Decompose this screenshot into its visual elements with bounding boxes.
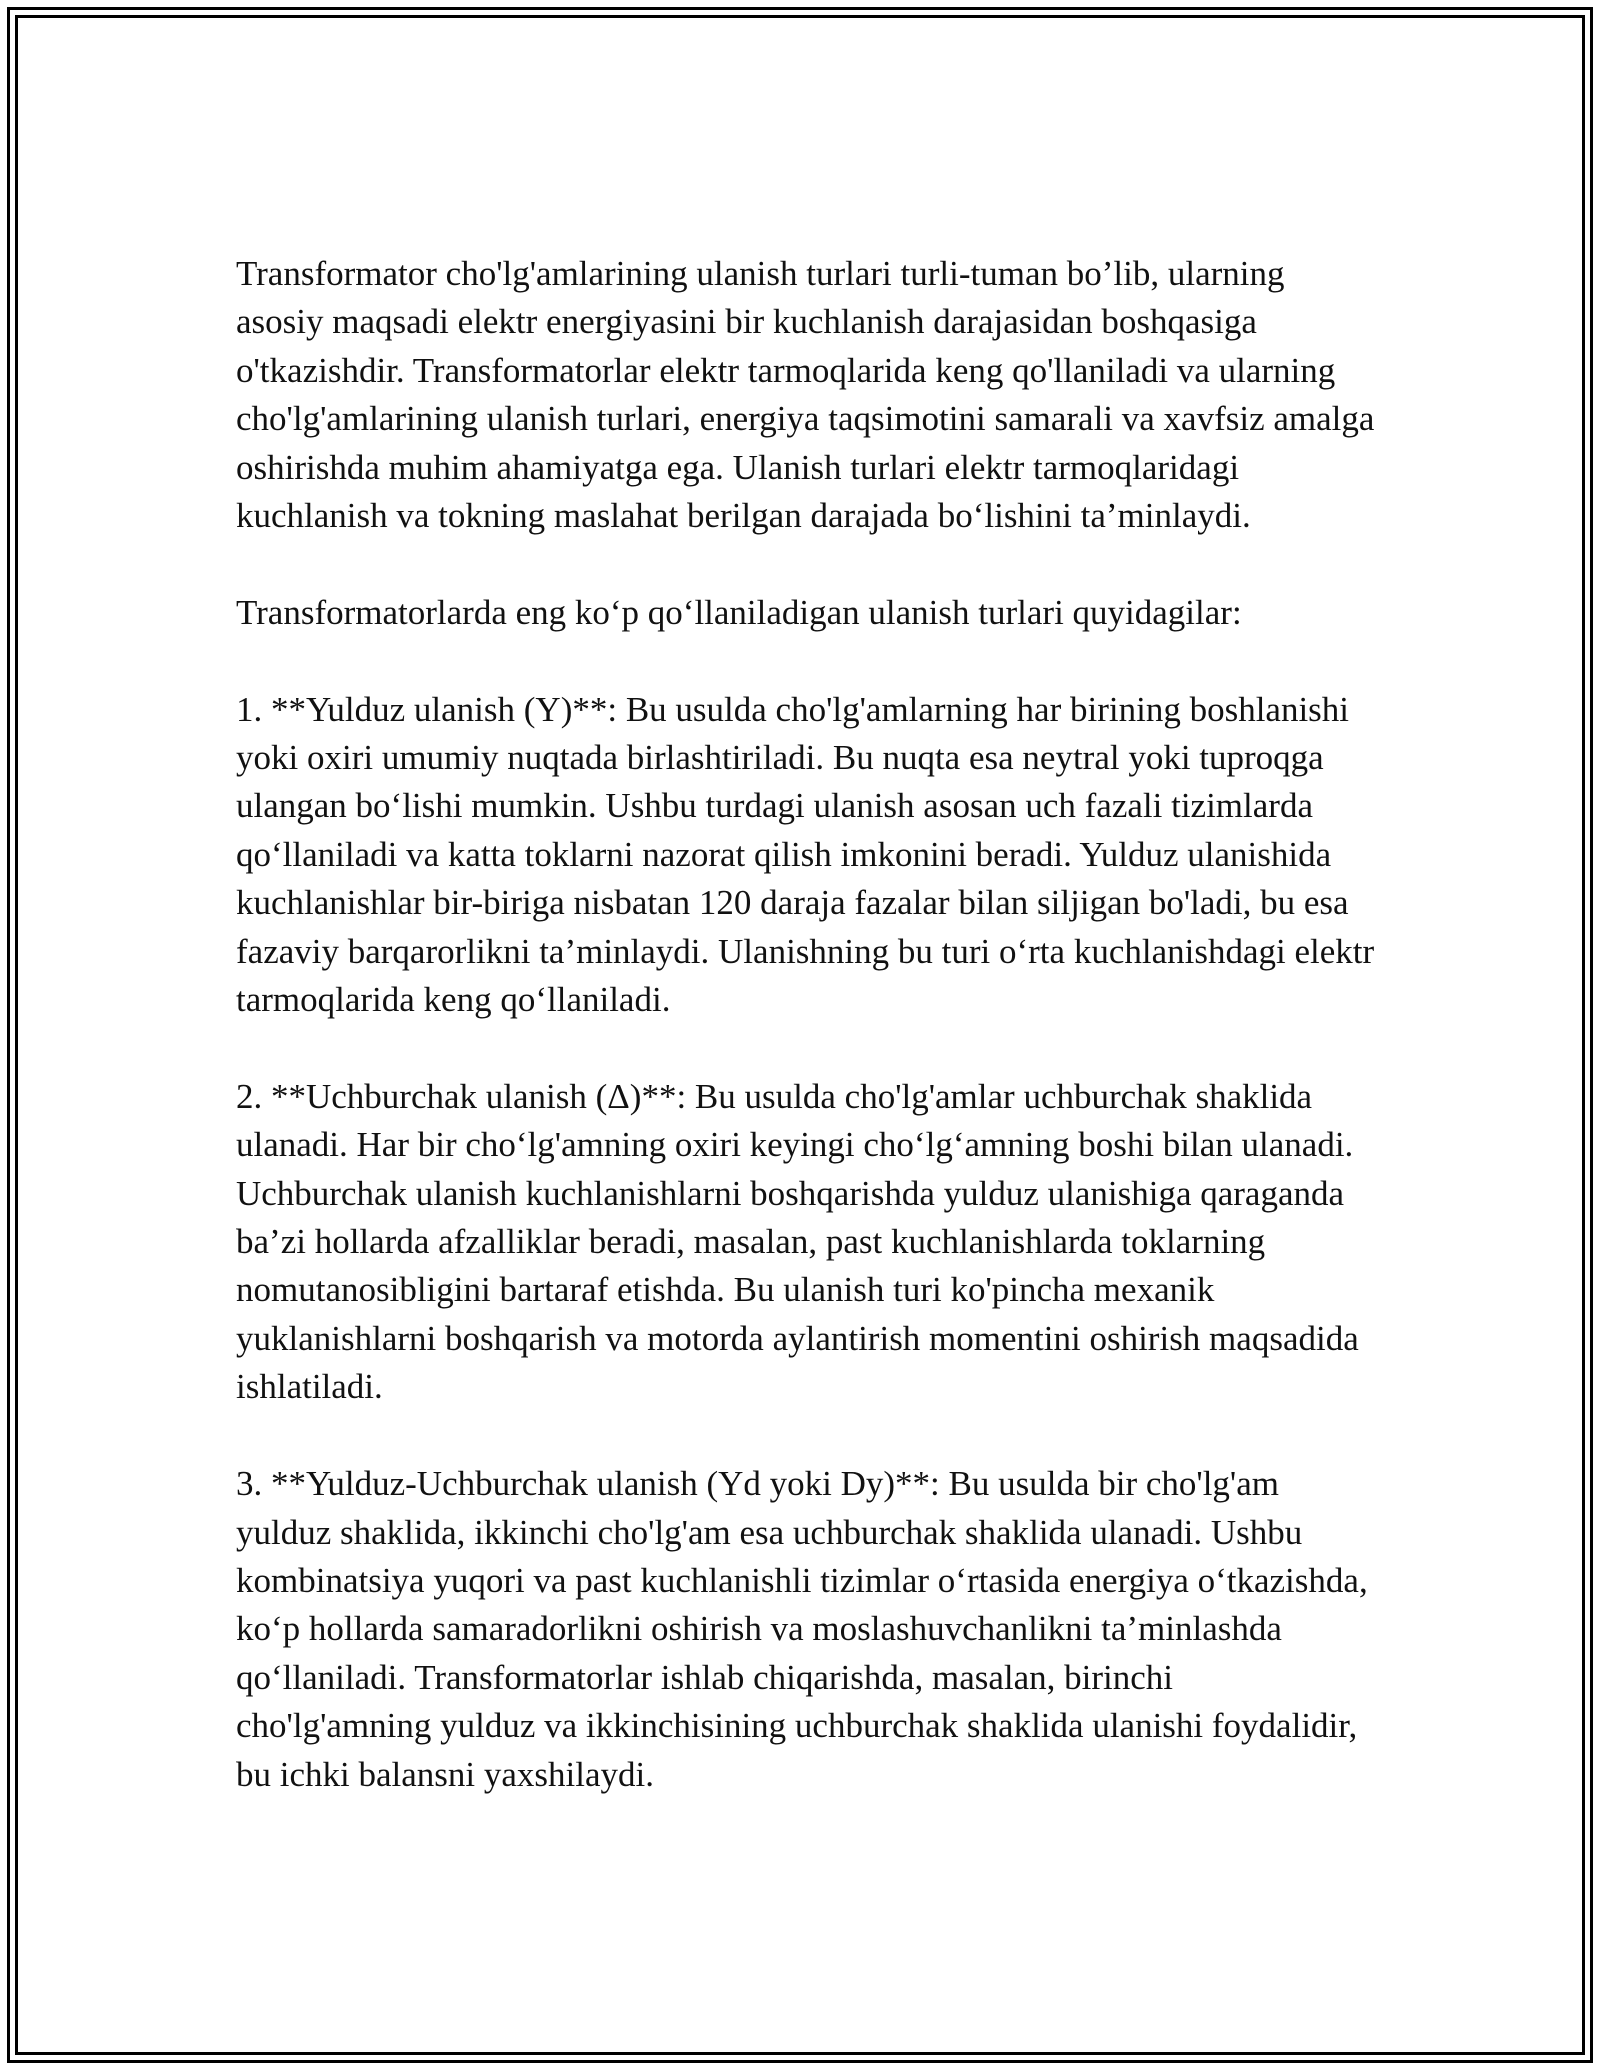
list-intro-paragraph: Transformatorlarda eng ko‘p qo‘llaniladigan ulanish turlari quyidagilar: [236, 592, 1242, 632]
star-delta-connection-paragraph: 3. **Yulduz-Uchburchak ulanish (Yd yoki Dy)**: Bu usulda bir cho'lg'am yulduz shaklida, ikkinchi cho'lg'am esa uchburchak shaklida ulanadi. Ushbu kombinatsiya yuqori va past kuchlanishli tizimlar o‘rtasida energiya o‘tkazishda, ko‘p hollarda samaradorlikni oshirish va moslashuvchanlikni ta’minlashda qo‘llaniladi. Transformatorlar ishlab chiqarishda, masalan, birinchi cho'lg'amning yulduz va ikkinchisining uchburchak shaklida ulanishi foydalidir, bu ichki balansni yaxshilaydi. [236, 1464, 1368, 1794]
star-connection-paragraph: 1. **Yulduz ulanish (Y)**: Bu usulda cho'lg'amlarning har birining boshlanishi yoki oxiri umumiy nuqtada birlashtiriladi. Bu nuqta esa neytral yoki tuproqga ulangan bo‘lishi mumkin. Ushbu turdagi ulanish asosan uch fazali tizimlarda qo‘llaniladi va katta toklarni nazorat qilish imkonini beradi. Yulduz ulanishida kuchlanishlar bir-biriga nisbatan 120 daraja fazalar bilan siljigan bo'ladi, bu esa fazaviy barqarorlikni ta’minlaydi. Ulanishning bu turi o‘rta kuchlanishdagi elektr tarmoqlarida keng qo‘llaniladi. [236, 689, 1375, 1020]
intro-paragraph: Transformator cho'lg'amlarining ulanish turlari turli-tuman bo’lib, ularning asosiy maqsadi elektr energiyasini bir kuchlanish darajasidan boshqasiga o'tkazishdir. Transformatorlar elektr tarmoqlarida keng qo'llaniladi va ularning cho'lg'amlarining ulanish turlari, energiya taqsimotini samarali va xavfsiz amalga oshirishda muhim ahamiyatga ega. Ulanish turlari elektr tarmoqlaridagi kuchlanish va tokning maslahat berilgan darajada bo‘lishini ta’minlaydi. [236, 254, 1375, 536]
document-body [236, 250, 1376, 1799]
delta-connection-paragraph: 2. **Uchburchak ulanish (Δ)**: Bu usulda cho'lg'amlar uchburchak shaklida ulanadi. Har bir cho‘lg'amning oxiri keyingi cho‘lg‘amning boshi bilan ulanadi. Uchburchak ulanish kuchlanishlarni boshqarishda yulduz ulanishiga qaraganda ba’zi hollarda afzalliklar beradi, masalan, past kuchlanishlarda toklarning nomutanosibligini bartaraf etishda. Bu ulanish turi ko'pincha mexanik yuklanishlarni boshqarish va motorda aylantirish momentini oshirish maqsadida ishlatiladi. [236, 1076, 1359, 1407]
